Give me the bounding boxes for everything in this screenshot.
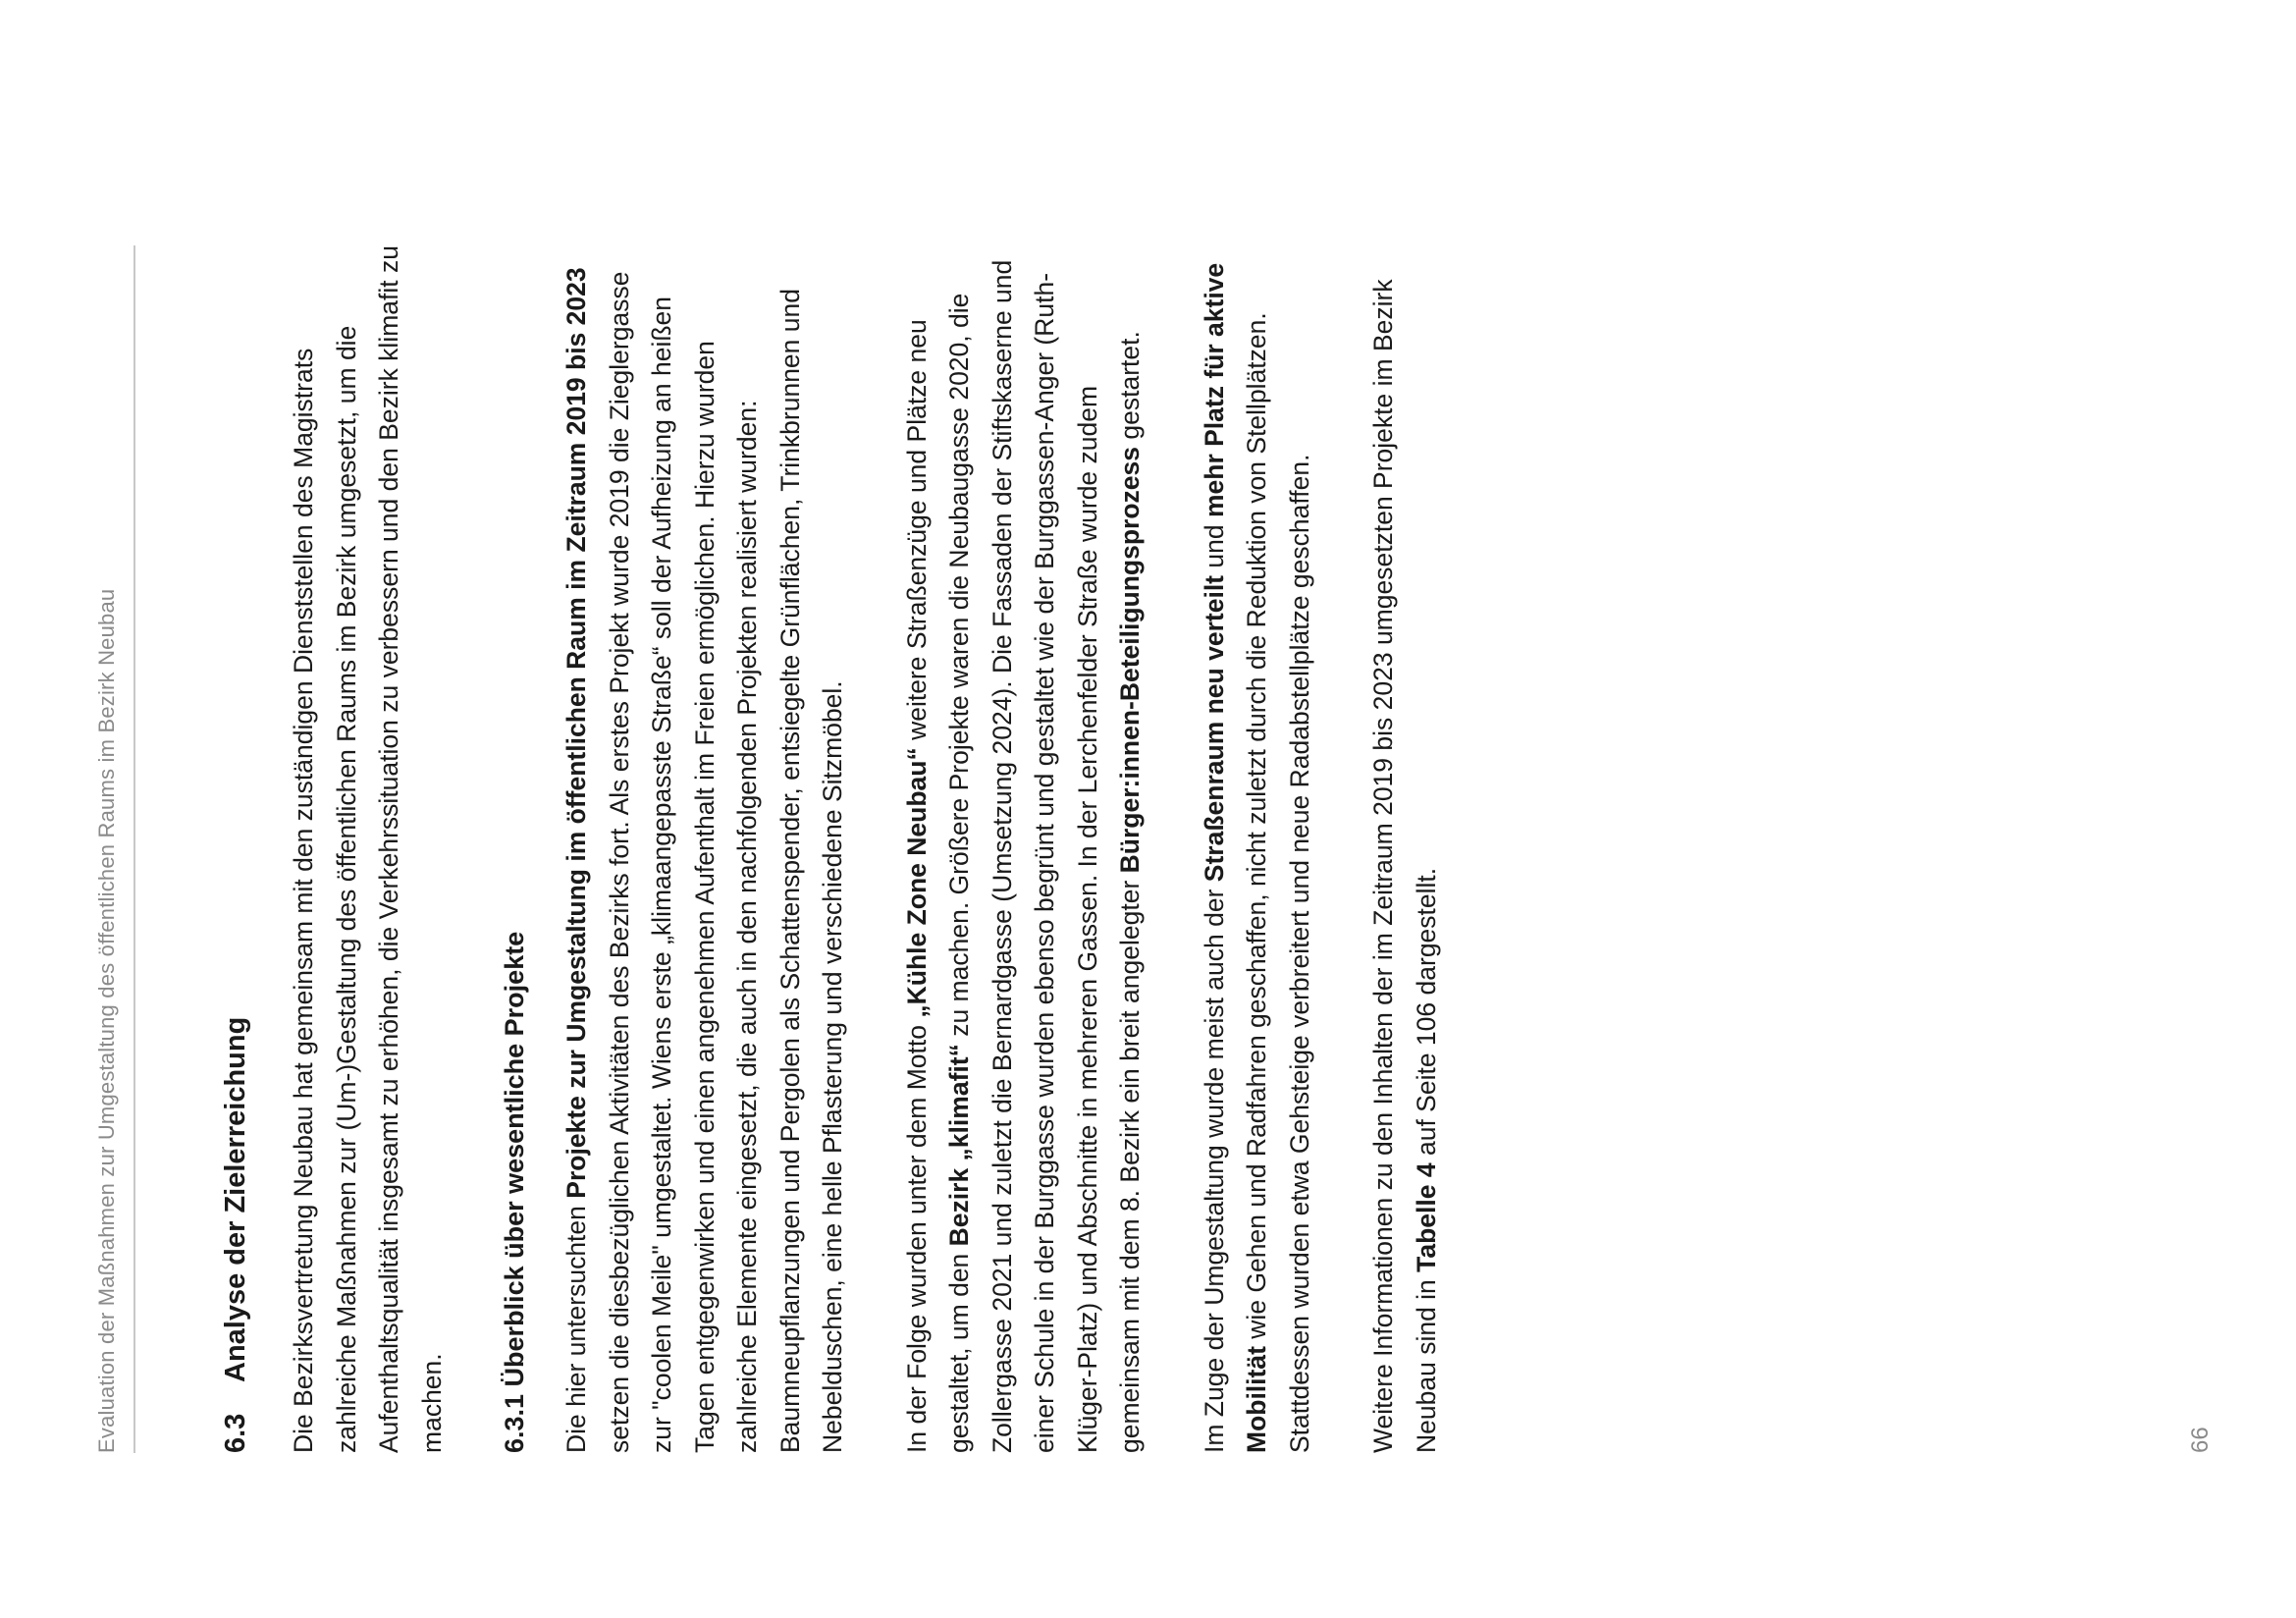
section-title: Analyse der Zielerreichung (220, 1016, 251, 1382)
page-number: 66 (2187, 1427, 2214, 1453)
text-run: zu machen. Größere Projekte waren die Neubaugasse 2020, die Zollergasse 2021 und zuletzt die Bernardgasse (Umsetzung 2024). Die Fassaden der Stiftskaserne und einer Schule in der Burggasse wurden ebenso begrünt und gestaltet wie der Burggassen-Anger (Ruth-Klüger-Platz) und Abschnitte in mehreren Gassen. In der Lerchenfelder Straße wurde zudem gemeinsam mit dem 8. Bezirk ein breit angelegter (944, 259, 1145, 1453)
paragraph-projects-overview (556, 245, 855, 1453)
text-run: Im Zuge der Umgestaltung wurde meist auch der (1199, 882, 1229, 1453)
bold-run: mehr Platz für aktive Mobilität (1199, 262, 1271, 1453)
intro-paragraph: Die Bezirksvertretung Neubau hat gemeinsam mit den zuständigen Dienststellen des Magistrats zahlreiche Maßnahmen zur (Um-)Gestaltung des öffentlichen Raums im Bezirk umgesetzt, um die Aufenthaltsqualität insgesamt zu erhöhen, die Verkehrssituation zu verbessern und den Bezirk klimafit zu machen. (289, 245, 447, 1453)
section-heading (216, 245, 255, 1453)
subsection-heading: 6.3.1 Überblick über wesentliche Projekte (500, 931, 529, 1453)
text-run: wie Gehen und Radfahren geschaffen, nicht zuletzt durch die Reduktion von Stellplätzen. Stattdessen wurden etwa Gehsteige verbreitert und neue Radabstellplätze geschaffen. (1242, 312, 1314, 1453)
text-run: In der Folge wurden unter dem Motto (901, 1017, 932, 1453)
bold-run: Projekte zur Umgestaltung im öffentlichen Raum im Zeitraum 2019 bis 2023 (561, 267, 591, 1199)
bold-run: Bürger:innen-Beteiligungsprozess (1115, 447, 1145, 874)
paragraph-further-info (1362, 245, 1448, 1453)
page-content (216, 245, 1489, 1453)
table-reference: Tabelle 4 (1411, 1162, 1441, 1272)
paragraph-strassenraum (1194, 245, 1322, 1453)
section-number: 6.3 (220, 1413, 251, 1453)
running-header: Evaluation der Maßnahmen zur Umgestaltung des öffentlichen Raums im Bezirk Neubau (94, 588, 119, 1453)
paragraph-kuehle-zone (896, 245, 1152, 1453)
text-run: Weitere Informationen zu den Inhalten der im Zeitraum 2019 bis 2023 umgesetzten Projekte im Bezirk Neubau sind in (1368, 279, 1441, 1453)
bold-run: Bezirk „klimafit“ (944, 1044, 974, 1247)
text-run: und (1199, 517, 1229, 575)
bold-run: Straßenraum neu verteilt (1199, 575, 1229, 883)
text-run: Die hier untersuchten (561, 1198, 591, 1453)
text-run: auf Seite 106 dargestellt. (1411, 867, 1441, 1163)
text-run: gestartet. (1115, 331, 1145, 447)
text-run: setzen die diesbezüglichen Aktivitäten des Bezirks fort. Als erstes Projekt wurde 2019 die Zieglergasse zur "coolen Meile" umgestaltet. Wiens erste „klimaangepasste Straße“ soll der Aufheizung an heißen Tagen entgegenwirken und einen angenehmen Aufenthalt im Freien ermöglichen. Hierzu wurden zahlreiche Elemente eingesetzt, die auch in den nachfolgenden Projekten realisiert wurden: Baumneupflanzungen und Pergolen als Schattenspender, entsiegelte Grünflächen, Trinkbrunnen und Nebelduschen, eine helle Pflasterung und verschiedene Sitzmöbel. (604, 271, 847, 1453)
header-divider (133, 245, 135, 1453)
text-run: weitere Straßenzüge und Plätze neu gestaltet, um den (901, 319, 974, 1453)
bold-run: „Kühle Zone Neubau“ (901, 747, 932, 1018)
